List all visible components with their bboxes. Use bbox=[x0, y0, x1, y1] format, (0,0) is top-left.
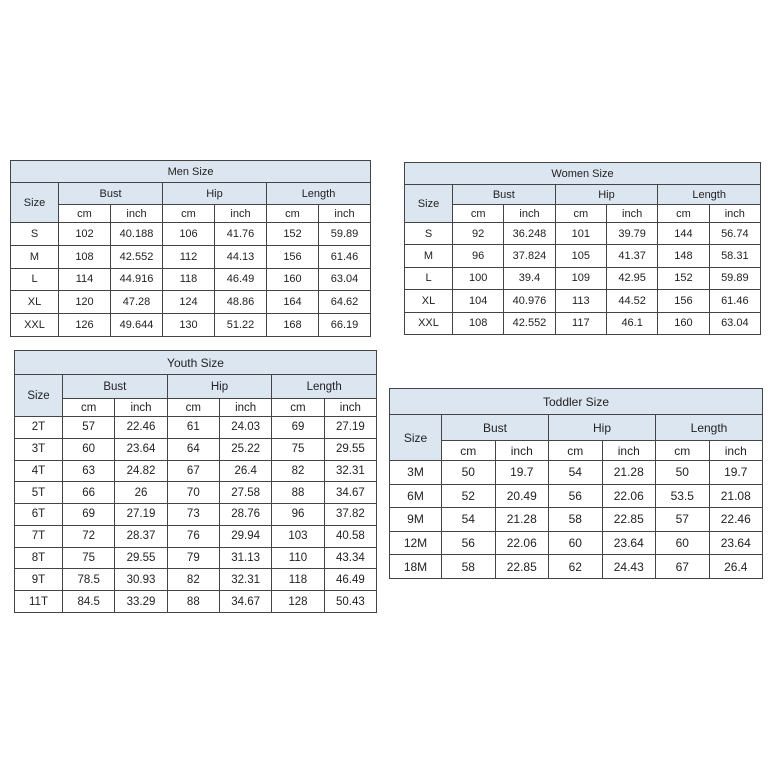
bust-group-header: Bust bbox=[63, 375, 168, 399]
measurement-cell: 42.552 bbox=[111, 245, 163, 268]
table-row bbox=[11, 314, 371, 337]
size-label-cell: L bbox=[405, 267, 453, 289]
unit-header: inch bbox=[606, 205, 657, 223]
measurement-cell: 114 bbox=[59, 268, 111, 291]
table-row bbox=[11, 245, 371, 268]
measurement-cell: 22.06 bbox=[495, 531, 549, 555]
measurement-cell: 22.46 bbox=[115, 417, 167, 439]
measurement-cell: 104 bbox=[453, 290, 504, 312]
measurement-cell: 124 bbox=[163, 291, 215, 314]
measurement-cell: 118 bbox=[163, 268, 215, 291]
measurement-cell: 31.13 bbox=[219, 547, 271, 569]
measurement-cell: 69 bbox=[272, 417, 324, 439]
table-row bbox=[405, 223, 761, 245]
table-row bbox=[11, 268, 371, 291]
size-label-cell: 3M bbox=[390, 461, 442, 485]
size-label-cell: XL bbox=[11, 291, 59, 314]
table-row bbox=[15, 482, 377, 504]
table-row bbox=[11, 291, 371, 314]
size-column-header: Size bbox=[390, 415, 442, 461]
measurement-cell: 64 bbox=[167, 438, 219, 460]
measurement-cell: 76 bbox=[167, 525, 219, 547]
size-label-cell: 8T bbox=[15, 547, 63, 569]
table-row bbox=[390, 461, 763, 485]
unit-header: cm bbox=[442, 441, 496, 461]
measurement-cell: 112 bbox=[163, 245, 215, 268]
measurement-cell: 79 bbox=[167, 547, 219, 569]
measurement-cell: 26.4 bbox=[709, 555, 763, 579]
size-label-cell: 7T bbox=[15, 525, 63, 547]
measurement-cell: 108 bbox=[453, 312, 504, 334]
unit-header: inch bbox=[319, 205, 371, 223]
measurement-cell: 156 bbox=[658, 290, 709, 312]
measurement-cell: 126 bbox=[59, 314, 111, 337]
measurement-cell: 58 bbox=[442, 555, 496, 579]
size-label-cell: 5T bbox=[15, 482, 63, 504]
unit-header: cm bbox=[555, 205, 606, 223]
size-label-cell: S bbox=[11, 223, 59, 246]
measurement-cell: 34.67 bbox=[219, 591, 271, 613]
size-label-cell: 6M bbox=[390, 484, 442, 508]
measurement-cell: 42.552 bbox=[504, 312, 555, 334]
measurement-cell: 32.31 bbox=[324, 460, 376, 482]
bust-group-header: Bust bbox=[59, 183, 163, 205]
table-row bbox=[15, 504, 377, 526]
measurement-cell: 60 bbox=[656, 531, 710, 555]
measurement-cell: 43.34 bbox=[324, 547, 376, 569]
measurement-cell: 113 bbox=[555, 290, 606, 312]
table-row bbox=[405, 267, 761, 289]
measurement-cell: 37.824 bbox=[504, 245, 555, 267]
measurement-cell: 46.1 bbox=[606, 312, 657, 334]
measurement-cell: 28.76 bbox=[219, 504, 271, 526]
table-row bbox=[11, 223, 371, 246]
size-label-cell: 2T bbox=[15, 417, 63, 439]
measurement-cell: 78.5 bbox=[63, 569, 115, 591]
measurement-cell: 24.82 bbox=[115, 460, 167, 482]
measurement-cell: 164 bbox=[267, 291, 319, 314]
measurement-cell: 57 bbox=[63, 417, 115, 439]
measurement-cell: 108 bbox=[59, 245, 111, 268]
measurement-cell: 152 bbox=[658, 267, 709, 289]
measurement-cell: 44.13 bbox=[215, 245, 267, 268]
unit-header: inch bbox=[709, 205, 760, 223]
measurement-cell: 19.7 bbox=[709, 461, 763, 485]
table-row bbox=[390, 484, 763, 508]
measurement-cell: 82 bbox=[167, 569, 219, 591]
measurement-cell: 22.06 bbox=[602, 484, 656, 508]
measurement-cell: 59.89 bbox=[709, 267, 760, 289]
unit-header: inch bbox=[602, 441, 656, 461]
measurement-cell: 70 bbox=[167, 482, 219, 504]
measurement-cell: 148 bbox=[658, 245, 709, 267]
length-group-header: Length bbox=[656, 415, 763, 441]
measurement-cell: 41.37 bbox=[606, 245, 657, 267]
measurement-cell: 101 bbox=[555, 223, 606, 245]
table-row bbox=[390, 508, 763, 532]
measurement-cell: 29.55 bbox=[324, 438, 376, 460]
measurement-cell: 63.04 bbox=[709, 312, 760, 334]
measurement-cell: 23.64 bbox=[115, 438, 167, 460]
size-label-cell: M bbox=[405, 245, 453, 267]
measurement-cell: 56 bbox=[549, 484, 603, 508]
unit-header: cm bbox=[167, 399, 219, 417]
table-title: Women Size bbox=[405, 163, 761, 185]
unit-header: cm bbox=[267, 205, 319, 223]
hip-group-header: Hip bbox=[549, 415, 656, 441]
measurement-cell: 27.58 bbox=[219, 482, 271, 504]
table-title: Youth Size bbox=[15, 351, 377, 375]
measurement-cell: 96 bbox=[453, 245, 504, 267]
hip-group-header: Hip bbox=[167, 375, 272, 399]
measurement-cell: 50 bbox=[656, 461, 710, 485]
measurement-cell: 103 bbox=[272, 525, 324, 547]
measurement-cell: 44.916 bbox=[111, 268, 163, 291]
measurement-cell: 130 bbox=[163, 314, 215, 337]
size-label-cell: XXL bbox=[405, 312, 453, 334]
unit-header: inch bbox=[115, 399, 167, 417]
table-row bbox=[390, 555, 763, 579]
measurement-cell: 156 bbox=[267, 245, 319, 268]
measurement-cell: 160 bbox=[658, 312, 709, 334]
measurement-cell: 29.55 bbox=[115, 547, 167, 569]
measurement-cell: 56 bbox=[442, 531, 496, 555]
unit-header: inch bbox=[495, 441, 549, 461]
measurement-cell: 26 bbox=[115, 482, 167, 504]
measurement-cell: 53.5 bbox=[656, 484, 710, 508]
measurement-cell: 42.95 bbox=[606, 267, 657, 289]
measurement-cell: 60 bbox=[549, 531, 603, 555]
measurement-cell: 19.7 bbox=[495, 461, 549, 485]
measurement-cell: 63.04 bbox=[319, 268, 371, 291]
measurement-cell: 23.64 bbox=[709, 531, 763, 555]
unit-header: inch bbox=[215, 205, 267, 223]
measurement-cell: 66 bbox=[63, 482, 115, 504]
measurement-cell: 96 bbox=[272, 504, 324, 526]
measurement-cell: 50.43 bbox=[324, 591, 376, 613]
unit-header: cm bbox=[272, 399, 324, 417]
size-column-header: Size bbox=[11, 183, 59, 223]
measurement-cell: 50 bbox=[442, 461, 496, 485]
measurement-cell: 44.52 bbox=[606, 290, 657, 312]
measurement-cell: 27.19 bbox=[115, 504, 167, 526]
size-label-cell: S bbox=[405, 223, 453, 245]
measurement-cell: 59.89 bbox=[319, 223, 371, 246]
size-column-header: Size bbox=[15, 375, 63, 417]
measurement-cell: 152 bbox=[267, 223, 319, 246]
size-label-cell: 6T bbox=[15, 504, 63, 526]
measurement-cell: 58.31 bbox=[709, 245, 760, 267]
measurement-cell: 160 bbox=[267, 268, 319, 291]
unit-header: inch bbox=[504, 205, 555, 223]
measurement-cell: 30.93 bbox=[115, 569, 167, 591]
men-size-table bbox=[10, 160, 371, 337]
length-group-header: Length bbox=[272, 375, 377, 399]
measurement-cell: 47.28 bbox=[111, 291, 163, 314]
measurement-cell: 61.46 bbox=[709, 290, 760, 312]
hip-group-header: Hip bbox=[555, 185, 658, 205]
bust-group-header: Bust bbox=[442, 415, 549, 441]
hip-group-header: Hip bbox=[163, 183, 267, 205]
size-label-cell: 18M bbox=[390, 555, 442, 579]
measurement-cell: 73 bbox=[167, 504, 219, 526]
women-size-table bbox=[404, 162, 761, 335]
table-row bbox=[15, 569, 377, 591]
unit-header: cm bbox=[163, 205, 215, 223]
measurement-cell: 109 bbox=[555, 267, 606, 289]
unit-header: cm bbox=[453, 205, 504, 223]
measurement-cell: 61.46 bbox=[319, 245, 371, 268]
measurement-cell: 40.976 bbox=[504, 290, 555, 312]
unit-header: cm bbox=[549, 441, 603, 461]
table-row bbox=[15, 460, 377, 482]
measurement-cell: 144 bbox=[658, 223, 709, 245]
measurement-cell: 21.28 bbox=[495, 508, 549, 532]
measurement-cell: 22.46 bbox=[709, 508, 763, 532]
measurement-cell: 75 bbox=[272, 438, 324, 460]
measurement-cell: 48.86 bbox=[215, 291, 267, 314]
size-label-cell: 11T bbox=[15, 591, 63, 613]
table-row bbox=[405, 245, 761, 267]
measurement-cell: 117 bbox=[555, 312, 606, 334]
measurement-cell: 110 bbox=[272, 547, 324, 569]
measurement-cell: 56.74 bbox=[709, 223, 760, 245]
measurement-cell: 40.188 bbox=[111, 223, 163, 246]
measurement-cell: 168 bbox=[267, 314, 319, 337]
measurement-cell: 21.28 bbox=[602, 461, 656, 485]
measurement-cell: 118 bbox=[272, 569, 324, 591]
measurement-cell: 23.64 bbox=[602, 531, 656, 555]
measurement-cell: 25.22 bbox=[219, 438, 271, 460]
table-row bbox=[15, 591, 377, 613]
size-label-cell: XXL bbox=[11, 314, 59, 337]
bust-group-header: Bust bbox=[453, 185, 556, 205]
measurement-cell: 33.29 bbox=[115, 591, 167, 613]
measurement-cell: 69 bbox=[63, 504, 115, 526]
measurement-cell: 32.31 bbox=[219, 569, 271, 591]
measurement-cell: 28.37 bbox=[115, 525, 167, 547]
size-label-cell: 4T bbox=[15, 460, 63, 482]
unit-header: cm bbox=[656, 441, 710, 461]
measurement-cell: 88 bbox=[167, 591, 219, 613]
measurement-cell: 102 bbox=[59, 223, 111, 246]
measurement-cell: 100 bbox=[453, 267, 504, 289]
measurement-cell: 54 bbox=[549, 461, 603, 485]
measurement-cell: 82 bbox=[272, 460, 324, 482]
measurement-cell: 58 bbox=[549, 508, 603, 532]
measurement-cell: 27.19 bbox=[324, 417, 376, 439]
measurement-cell: 21.08 bbox=[709, 484, 763, 508]
measurement-cell: 88 bbox=[272, 482, 324, 504]
size-label-cell: 12M bbox=[390, 531, 442, 555]
measurement-cell: 75 bbox=[63, 547, 115, 569]
measurement-cell: 52 bbox=[442, 484, 496, 508]
measurement-cell: 67 bbox=[167, 460, 219, 482]
table-row bbox=[15, 417, 377, 439]
measurement-cell: 63 bbox=[63, 460, 115, 482]
measurement-cell: 20.49 bbox=[495, 484, 549, 508]
table-row bbox=[15, 525, 377, 547]
length-group-header: Length bbox=[658, 185, 761, 205]
size-label-cell: 9M bbox=[390, 508, 442, 532]
measurement-cell: 60 bbox=[63, 438, 115, 460]
measurement-cell: 22.85 bbox=[602, 508, 656, 532]
measurement-cell: 24.03 bbox=[219, 417, 271, 439]
size-label-cell: M bbox=[11, 245, 59, 268]
measurement-cell: 34.67 bbox=[324, 482, 376, 504]
length-group-header: Length bbox=[267, 183, 371, 205]
measurement-cell: 41.76 bbox=[215, 223, 267, 246]
unit-header: cm bbox=[59, 205, 111, 223]
youth-size-table bbox=[14, 350, 377, 613]
size-label-cell: 3T bbox=[15, 438, 63, 460]
table-title: Toddler Size bbox=[390, 389, 763, 415]
measurement-cell: 37.82 bbox=[324, 504, 376, 526]
measurement-cell: 46.49 bbox=[324, 569, 376, 591]
size-column-header: Size bbox=[405, 185, 453, 223]
measurement-cell: 67 bbox=[656, 555, 710, 579]
measurement-cell: 105 bbox=[555, 245, 606, 267]
measurement-cell: 51.22 bbox=[215, 314, 267, 337]
measurement-cell: 54 bbox=[442, 508, 496, 532]
table-row bbox=[390, 531, 763, 555]
size-label-cell: 9T bbox=[15, 569, 63, 591]
measurement-cell: 39.4 bbox=[504, 267, 555, 289]
unit-header: inch bbox=[111, 205, 163, 223]
measurement-cell: 106 bbox=[163, 223, 215, 246]
table-row bbox=[405, 290, 761, 312]
measurement-cell: 49.644 bbox=[111, 314, 163, 337]
measurement-cell: 22.85 bbox=[495, 555, 549, 579]
measurement-cell: 26.4 bbox=[219, 460, 271, 482]
table-title: Men Size bbox=[11, 161, 371, 183]
measurement-cell: 61 bbox=[167, 417, 219, 439]
measurement-cell: 36.248 bbox=[504, 223, 555, 245]
size-label-cell: L bbox=[11, 268, 59, 291]
measurement-cell: 128 bbox=[272, 591, 324, 613]
unit-header: inch bbox=[219, 399, 271, 417]
measurement-cell: 120 bbox=[59, 291, 111, 314]
size-label-cell: XL bbox=[405, 290, 453, 312]
measurement-cell: 29.94 bbox=[219, 525, 271, 547]
measurement-cell: 24.43 bbox=[602, 555, 656, 579]
measurement-cell: 40.58 bbox=[324, 525, 376, 547]
unit-header: inch bbox=[709, 441, 763, 461]
measurement-cell: 46.49 bbox=[215, 268, 267, 291]
measurement-cell: 39.79 bbox=[606, 223, 657, 245]
unit-header: inch bbox=[324, 399, 376, 417]
table-row bbox=[405, 312, 761, 334]
unit-header: cm bbox=[658, 205, 709, 223]
table-row bbox=[15, 547, 377, 569]
measurement-cell: 72 bbox=[63, 525, 115, 547]
toddler-size-table bbox=[389, 388, 763, 579]
measurement-cell: 57 bbox=[656, 508, 710, 532]
measurement-cell: 84.5 bbox=[63, 591, 115, 613]
measurement-cell: 92 bbox=[453, 223, 504, 245]
measurement-cell: 62 bbox=[549, 555, 603, 579]
table-row bbox=[15, 438, 377, 460]
measurement-cell: 66.19 bbox=[319, 314, 371, 337]
measurement-cell: 64.62 bbox=[319, 291, 371, 314]
unit-header: cm bbox=[63, 399, 115, 417]
